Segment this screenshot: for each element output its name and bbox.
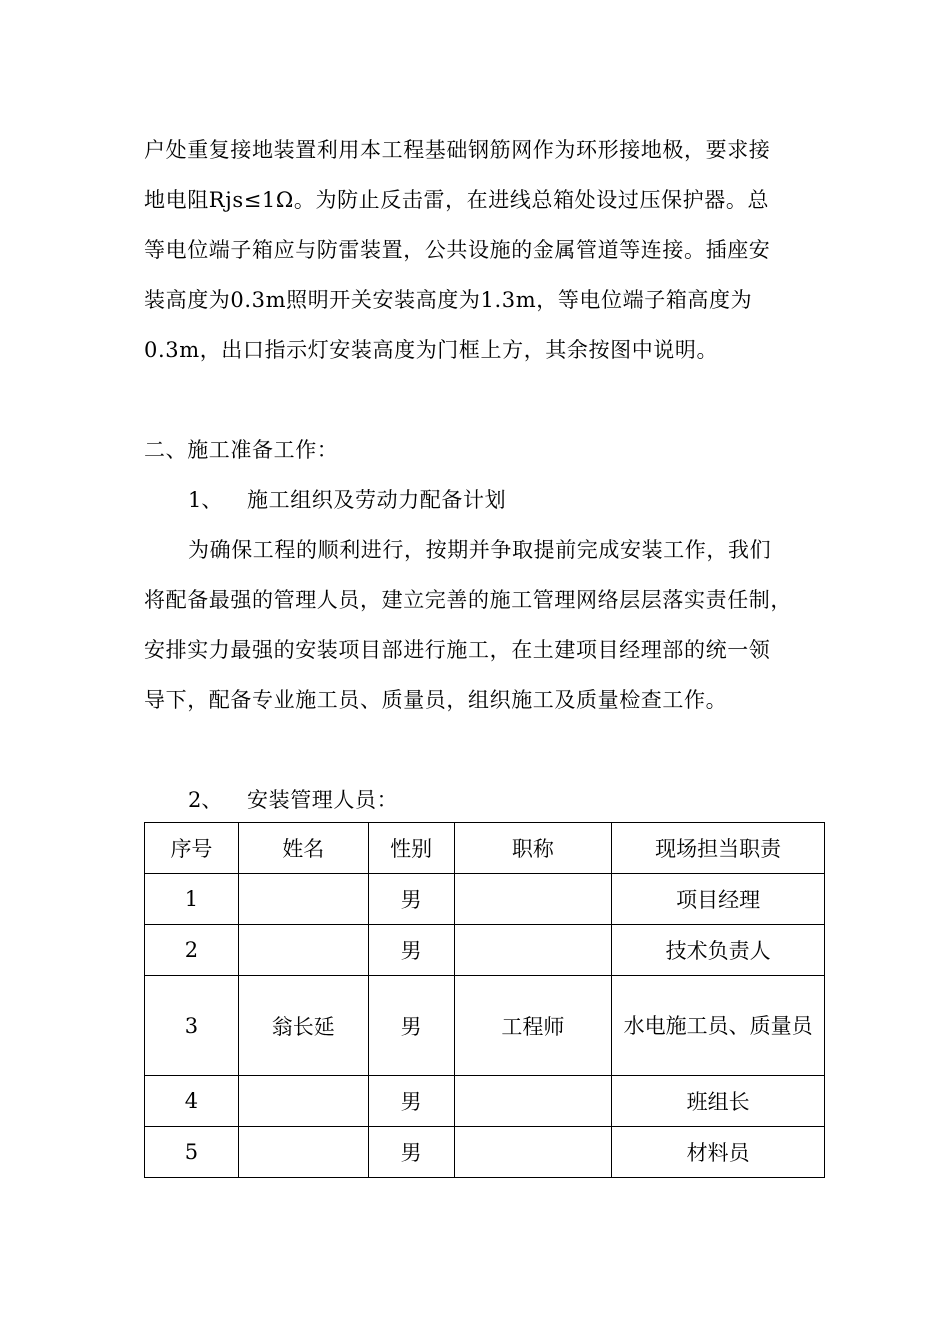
paragraph-line: 将配备最强的管理人员，建立完善的施工管理网络层层落实责任制，: [144, 588, 792, 612]
paragraph-line: 等电位端子箱应与防雷装置，公共设施的金属管道等连接。插座安: [144, 238, 771, 262]
table-row: [145, 925, 825, 976]
table-row: [145, 874, 825, 925]
cell-index: 4: [145, 1076, 239, 1127]
staff-table: [144, 822, 825, 1178]
paragraph-line: 装高度为0.3m照明开关安装高度为1.3m，等电位端子箱高度为: [144, 288, 753, 312]
cell-gender: 男: [368, 1076, 454, 1127]
cell-name: [238, 925, 368, 976]
table-row: [145, 976, 825, 1076]
header-cell-title: 职称: [454, 823, 612, 874]
table-row: [145, 1076, 825, 1127]
cell-duty: 材料员: [612, 1127, 825, 1178]
cell-title: [454, 1076, 612, 1127]
table-row: [145, 1127, 825, 1178]
cell-title: [454, 925, 612, 976]
header-cell-index: 序号: [145, 823, 239, 874]
cell-name: [238, 1076, 368, 1127]
cell-title: 工程师: [454, 976, 612, 1076]
cell-gender: 男: [368, 976, 454, 1076]
cell-name: 翁长延: [238, 976, 368, 1076]
header-cell-name: 姓名: [238, 823, 368, 874]
paragraph-line: 地电阻Rjs≤1Ω。为防止反击雷，在进线总箱处设过压保护器。总: [144, 188, 770, 212]
item-title: 安装管理人员：: [247, 788, 399, 812]
paragraph-line: 户处重复接地装置利用本工程基础钢筋网作为环形接地极，要求接: [144, 138, 771, 162]
paragraph-line: 导下，配备专业施工员、质量员，组织施工及质量检查工作。: [144, 688, 728, 712]
cell-index: 1: [145, 874, 239, 925]
cell-duty: 技术负责人: [612, 925, 825, 976]
cell-index: 2: [145, 925, 239, 976]
cell-index: 5: [145, 1127, 239, 1178]
cell-gender: 男: [368, 1127, 454, 1178]
paragraph-line: 0.3m，出口指示灯安装高度为门框上方，其余按图中说明。: [144, 338, 719, 362]
table-header-row: [145, 823, 825, 874]
cell-duty: 水电施工员、质量员: [612, 976, 825, 1076]
cell-duty: 项目经理: [612, 874, 825, 925]
cell-index: 3: [145, 976, 239, 1076]
cell-gender: 男: [368, 925, 454, 976]
item-number: 1、: [188, 488, 223, 512]
item-number: 2、: [188, 788, 223, 812]
item-title: 施工组织及劳动力配备计划: [247, 488, 507, 512]
header-cell-gender: 性别: [368, 823, 454, 874]
cell-title: [454, 874, 612, 925]
cell-title: [454, 1127, 612, 1178]
header-cell-duty: 现场担当职责: [612, 823, 825, 874]
cell-duty: 班组长: [612, 1076, 825, 1127]
section-heading: 二、施工准备工作：: [144, 438, 339, 462]
cell-name: [238, 874, 368, 925]
cell-name: [238, 1127, 368, 1178]
paragraph-line: 安排实力最强的安装项目部进行施工，在土建项目经理部的统一领: [144, 638, 771, 662]
cell-gender: 男: [368, 874, 454, 925]
paragraph-line: 为确保工程的顺利进行，按期并争取提前完成安装工作，我们: [188, 538, 772, 562]
